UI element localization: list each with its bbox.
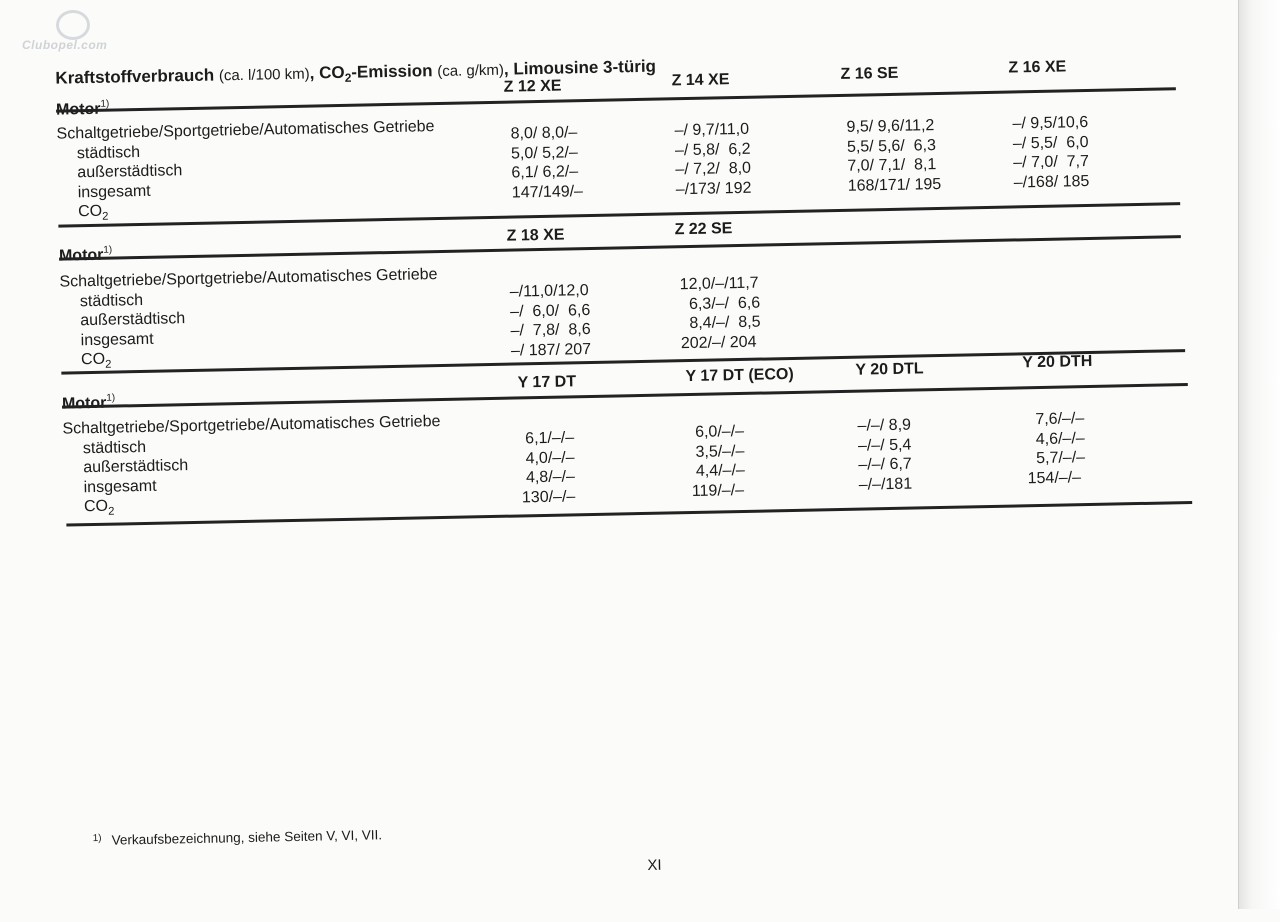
table-rule bbox=[59, 235, 1181, 261]
title-part1-unit: (ca. l/100 km) bbox=[218, 65, 310, 85]
value-column-1-3: 9,5/ 9,6/11,2 5,5/ 5,6/ 6,3 7,0/ 7,1/ 8,1 168/171/ 195 bbox=[846, 117, 942, 195]
title-part2: $CO_2$-Emission bbox=[318, 61, 433, 85]
table-rule bbox=[62, 383, 1188, 409]
engine-header: Z 16 SE bbox=[840, 64, 899, 83]
engine-header: Y 17 DT bbox=[517, 373, 577, 392]
value-column-2-1: –/11,0/12,0 –/ 6,0/ 6,6 –/ 7,8/ 8,6 –/ 187/ 207 bbox=[509, 282, 592, 360]
title-part1: Kraftstoffverbrauch bbox=[55, 65, 215, 88]
motor-label-3: Motor$^{1)}$ bbox=[61, 392, 116, 413]
title-part2-unit: (ca. g/km) bbox=[437, 61, 505, 81]
watermark-text: Clubopel.com bbox=[22, 38, 108, 52]
table-rule bbox=[56, 87, 1176, 112]
row-labels-1: Schaltgetriebe/Sportgetriebe/Automatisches Getriebe städtisch außerstädtisch insgesamt $CO_2$ bbox=[56, 118, 435, 223]
value-column-1-2: –/ 9,7/11,0 –/ 5,8/ 6,2 –/ 7,2/ 8,0 –/173/ 192 bbox=[674, 120, 752, 198]
engine-header: Z 22 SE bbox=[674, 220, 733, 239]
title-separator: , bbox=[309, 63, 315, 83]
title-part3: , Limousine 3-türig bbox=[503, 56, 657, 79]
value-column-2-2: 12,0/–/11,7 6,3/–/ 6,6 8,4/–/ 8,5 202/–/ 204 bbox=[679, 274, 761, 352]
footnote-text: Verkaufsbezeichnung, siehe Seiten V, VI, VII. bbox=[111, 827, 383, 848]
value-column-3-3: –/–/ 8,9 –/–/ 5,4 –/–/ 6,7 –/–/181 bbox=[857, 416, 913, 494]
page-title bbox=[55, 57, 656, 89]
footnote bbox=[93, 827, 383, 848]
value-column-1-4: –/ 9,5/10,6 –/ 5,5/ 6,0 –/ 7,0/ 7,7 –/168/ 185 bbox=[1012, 113, 1090, 191]
engine-header: Y 17 DT (ECO) bbox=[685, 365, 794, 386]
row-labels-2: Schaltgetriebe/Sportgetriebe/Automatisches Getriebe städtisch außerstädtisch insgesamt $CO_2$ bbox=[59, 266, 438, 371]
engine-header: Y 20 DTH bbox=[1022, 352, 1093, 372]
engine-header: Z 12 XE bbox=[503, 77, 562, 96]
engine-header: Z 14 XE bbox=[671, 71, 730, 90]
value-column-3-1: 6,1/–/– 4,0/–/– 4,8/–/– 130/–/– bbox=[520, 429, 576, 506]
value-column-3-4: 7,6/–/– 4,6/–/– 5,7/–/– 154/–/– bbox=[1026, 410, 1086, 487]
value-column-3-2: 6,0/–/– 3,5/–/– 4,4/–/– 119/–/– bbox=[690, 422, 745, 500]
value-column-1-1: 8,0/ 8,0/– 5,0/ 5,2/– 6,1/ 6,2/– 147/149/– bbox=[510, 124, 584, 202]
motor-label-1: 1) bbox=[100, 98, 110, 110]
engine-header: Z 18 XE bbox=[506, 226, 565, 245]
row-labels-3: Schaltgetriebe/Sportgetriebe/Automatisches Getriebe städtisch außerstädtisch insgesamt $CO_2$ bbox=[62, 413, 441, 518]
page-number: XI bbox=[647, 856, 662, 874]
engine-header: Y 20 DTL bbox=[855, 360, 924, 379]
footnote-mark: 1) bbox=[92, 832, 102, 845]
motor-label-2: Motor$^{1)}$ bbox=[58, 244, 113, 265]
engine-header: Z 16 XE bbox=[1008, 58, 1067, 77]
